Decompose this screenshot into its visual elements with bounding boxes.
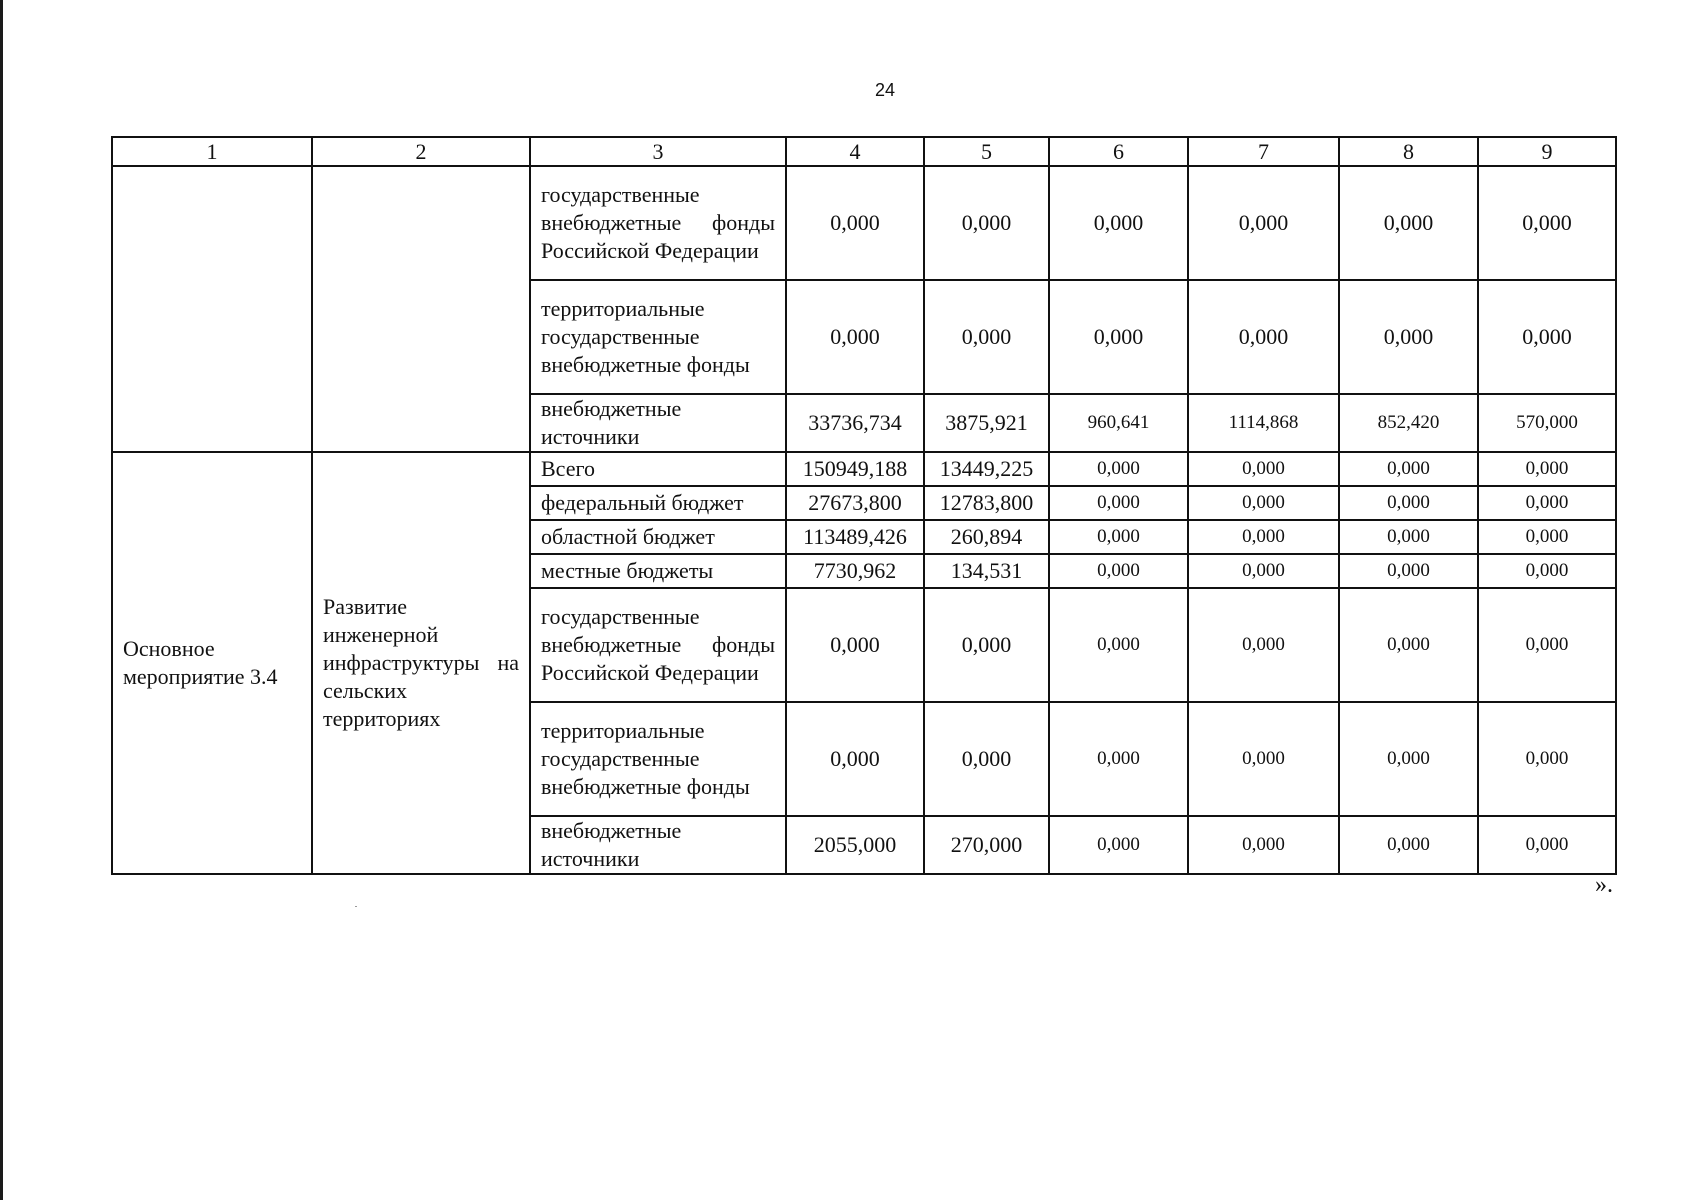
value-cell: 0,000 [1478, 166, 1616, 280]
funding-source-cell: территориальные государственные внебюджетные фонды [530, 280, 786, 394]
value-cell: 0,000 [786, 280, 924, 394]
funding-source-cell: местные бюджеты [530, 554, 786, 588]
value-cell: 0,000 [1478, 280, 1616, 394]
header-row [112, 137, 1616, 166]
measure-label: Основное мероприятие 3.4 [112, 452, 312, 874]
value-cell: 260,894 [924, 520, 1049, 554]
value-cell: 0,000 [924, 702, 1049, 816]
value-cell: 0,000 [1188, 554, 1339, 588]
value-cell: 1114,868 [1188, 394, 1339, 452]
value-cell: 134,531 [924, 554, 1049, 588]
value-cell: 0,000 [1188, 702, 1339, 816]
value-cell: 0,000 [1188, 816, 1339, 874]
value-cell: 270,000 [924, 816, 1049, 874]
value-cell: 33736,734 [786, 394, 924, 452]
column-header: 4 [786, 137, 924, 166]
value-cell: 3875,921 [924, 394, 1049, 452]
value-cell: 0,000 [1478, 452, 1616, 486]
value-cell: 0,000 [1339, 452, 1478, 486]
value-cell: 0,000 [1049, 588, 1188, 702]
value-cell: 852,420 [1339, 394, 1478, 452]
column-header: 7 [1188, 137, 1339, 166]
table-row [112, 452, 1616, 486]
value-cell: 0,000 [1049, 452, 1188, 486]
value-cell: 570,000 [1478, 394, 1616, 452]
value-cell: 0,000 [1339, 486, 1478, 520]
table-row [112, 166, 1616, 280]
value-cell: 0,000 [1339, 166, 1478, 280]
value-cell: 0,000 [1188, 486, 1339, 520]
value-cell: 0,000 [924, 280, 1049, 394]
value-cell: 0,000 [1339, 588, 1478, 702]
value-cell: 0,000 [1188, 166, 1339, 280]
scan-edge [0, 0, 3, 1200]
funding-source-cell: внебюджетные источники [530, 816, 786, 874]
value-cell: 113489,426 [786, 520, 924, 554]
value-cell: 0,000 [786, 702, 924, 816]
column-header: 3 [530, 137, 786, 166]
funding-source-cell: областной бюджет [530, 520, 786, 554]
value-cell: 0,000 [786, 588, 924, 702]
value-cell: 0,000 [1478, 486, 1616, 520]
value-cell: 13449,225 [924, 452, 1049, 486]
value-cell: 0,000 [1478, 816, 1616, 874]
column-header: 1 [112, 137, 312, 166]
value-cell: 0,000 [1339, 816, 1478, 874]
funding-source-cell: внебюджетные источники [530, 394, 786, 452]
value-cell: 12783,800 [924, 486, 1049, 520]
page-number: 24 [874, 80, 896, 100]
column-header: 8 [1339, 137, 1478, 166]
value-cell: 0,000 [1049, 486, 1188, 520]
value-cell: 0,000 [1188, 452, 1339, 486]
column-header: 5 [924, 137, 1049, 166]
column-header: 9 [1478, 137, 1616, 166]
value-cell: 0,000 [1339, 280, 1478, 394]
value-cell: 0,000 [1188, 588, 1339, 702]
empty-name-cell [312, 166, 530, 452]
funding-source-cell: государственные внебюджетные фонды Российской Федерации [530, 588, 786, 702]
value-cell: 0,000 [1049, 520, 1188, 554]
value-cell: 0,000 [1339, 520, 1478, 554]
value-cell: 0,000 [786, 166, 924, 280]
column-header: 2 [312, 137, 530, 166]
value-cell: 0,000 [924, 166, 1049, 280]
budget-table [111, 136, 1617, 875]
funding-source-cell: Всего [530, 452, 786, 486]
value-cell: 150949,188 [786, 452, 924, 486]
value-cell: 0,000 [924, 588, 1049, 702]
value-cell: 0,000 [1188, 520, 1339, 554]
funding-source-cell: государственные внебюджетные фонды Российской Федерации [530, 166, 786, 280]
value-cell: 7730,962 [786, 554, 924, 588]
value-cell: 0,000 [1478, 520, 1616, 554]
funding-source-cell: федеральный бюджет [530, 486, 786, 520]
value-cell: 2055,000 [786, 816, 924, 874]
funding-source-cell: территориальные государственные внебюджетные фонды [530, 702, 786, 816]
value-cell: 27673,800 [786, 486, 924, 520]
column-header: 6 [1049, 137, 1188, 166]
empty-label-cell [112, 166, 312, 452]
value-cell: 0,000 [1049, 166, 1188, 280]
value-cell: 0,000 [1049, 280, 1188, 394]
value-cell: 960,641 [1049, 394, 1188, 452]
value-cell: 0,000 [1339, 554, 1478, 588]
scan-artifact [355, 906, 357, 907]
value-cell: 0,000 [1478, 554, 1616, 588]
closing-quote-mark: ». [1595, 872, 1613, 898]
value-cell: 0,000 [1049, 816, 1188, 874]
value-cell: 0,000 [1188, 280, 1339, 394]
measure-name: Развитие инженерной инфраструктуры на сельских территориях [312, 452, 530, 874]
value-cell: 0,000 [1339, 702, 1478, 816]
value-cell: 0,000 [1049, 702, 1188, 816]
value-cell: 0,000 [1049, 554, 1188, 588]
value-cell: 0,000 [1478, 588, 1616, 702]
value-cell: 0,000 [1478, 702, 1616, 816]
